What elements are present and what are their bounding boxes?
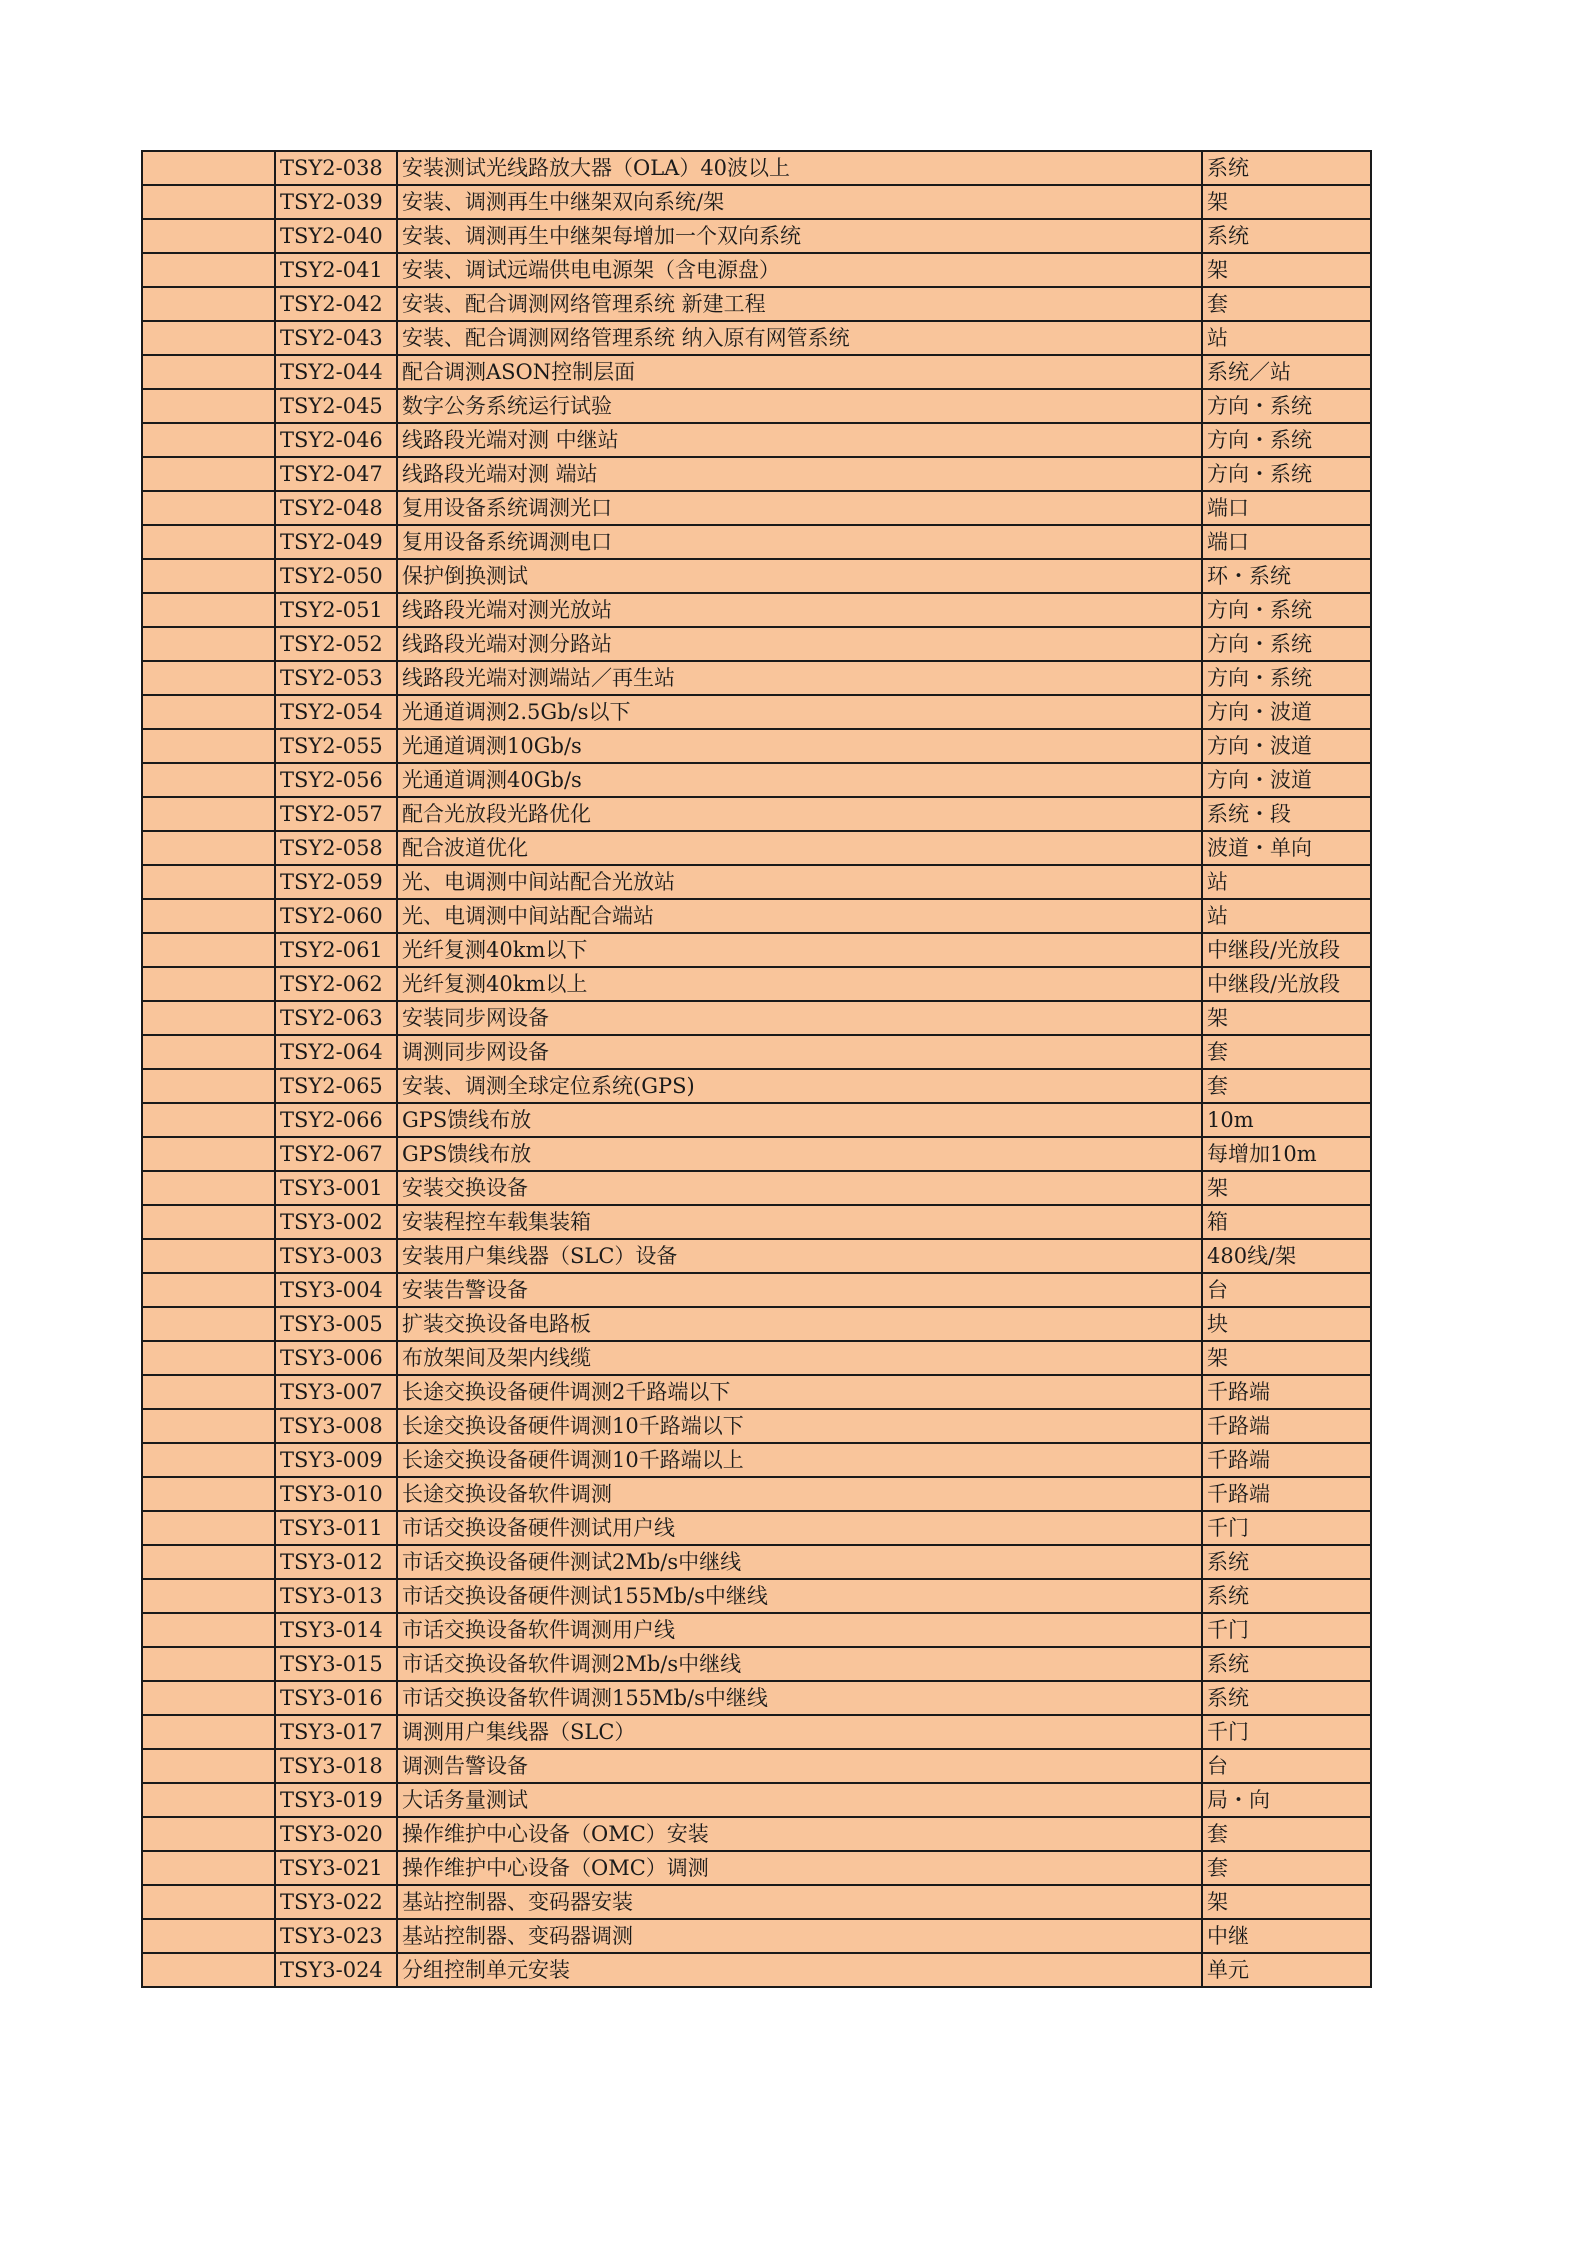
unit-cell: 局・向: [1202, 1783, 1371, 1817]
unit-cell: 480线/架: [1202, 1239, 1371, 1273]
item-name-cell: 长途交换设备软件调测: [397, 1477, 1202, 1511]
unit-cell: 方向・系统: [1202, 457, 1371, 491]
unit-cell: 系统: [1202, 1545, 1371, 1579]
table-row: [142, 491, 1371, 525]
item-name-cell: 安装、调测再生中继架双向系统/架: [397, 185, 1202, 219]
unit-cell: 套: [1202, 1035, 1371, 1069]
table-row: [142, 967, 1371, 1001]
table-row: [142, 627, 1371, 661]
unit-cell: 端口: [1202, 491, 1371, 525]
code-cell: TSY3-011: [275, 1511, 397, 1545]
table-row: [142, 1613, 1371, 1647]
blank-cell: [142, 899, 275, 933]
item-name-cell: 调测用户集线器（SLC）: [397, 1715, 1202, 1749]
blank-cell: [142, 1239, 275, 1273]
blank-cell: [142, 1171, 275, 1205]
table-row: [142, 1273, 1371, 1307]
code-cell: TSY3-001: [275, 1171, 397, 1205]
item-name-cell: 长途交换设备硬件调测10千路端以上: [397, 1443, 1202, 1477]
blank-cell: [142, 1307, 275, 1341]
code-cell: TSY3-016: [275, 1681, 397, 1715]
code-cell: TSY2-063: [275, 1001, 397, 1035]
blank-cell: [142, 1103, 275, 1137]
item-name-cell: 操作维护中心设备（OMC）调测: [397, 1851, 1202, 1885]
item-name-cell: 光、电调测中间站配合端站: [397, 899, 1202, 933]
unit-cell: 套: [1202, 287, 1371, 321]
table-row: [142, 899, 1371, 933]
blank-cell: [142, 763, 275, 797]
item-name-cell: 长途交换设备硬件调测2千路端以下: [397, 1375, 1202, 1409]
table-row: [142, 1885, 1371, 1919]
table-row: [142, 593, 1371, 627]
unit-cell: 套: [1202, 1069, 1371, 1103]
code-cell: TSY2-039: [275, 185, 397, 219]
table-row: [142, 661, 1371, 695]
code-cell: TSY2-048: [275, 491, 397, 525]
table-row: [142, 831, 1371, 865]
item-name-cell: 市话交换设备硬件测试2Mb/s中继线: [397, 1545, 1202, 1579]
table-row: [142, 253, 1371, 287]
table-row: [142, 1851, 1371, 1885]
code-cell: TSY3-013: [275, 1579, 397, 1613]
table-row: [142, 1069, 1371, 1103]
code-cell: TSY3-004: [275, 1273, 397, 1307]
item-name-cell: 安装、调测再生中继架每增加一个双向系统: [397, 219, 1202, 253]
code-cell: TSY2-044: [275, 355, 397, 389]
unit-cell: 单元: [1202, 1953, 1371, 1987]
code-cell: TSY2-064: [275, 1035, 397, 1069]
item-name-cell: 安装告警设备: [397, 1273, 1202, 1307]
unit-cell: 块: [1202, 1307, 1371, 1341]
code-cell: TSY3-012: [275, 1545, 397, 1579]
unit-cell: 套: [1202, 1851, 1371, 1885]
unit-cell: 系统: [1202, 151, 1371, 185]
unit-cell: 套: [1202, 1817, 1371, 1851]
unit-cell: 系统／站: [1202, 355, 1371, 389]
item-name-cell: 安装程控车载集装箱: [397, 1205, 1202, 1239]
table-row: [142, 1919, 1371, 1953]
blank-cell: [142, 423, 275, 457]
table-row: [142, 559, 1371, 593]
code-cell: TSY2-042: [275, 287, 397, 321]
code-cell: TSY3-023: [275, 1919, 397, 1953]
blank-cell: [142, 321, 275, 355]
blank-cell: [142, 253, 275, 287]
table-row: [142, 1035, 1371, 1069]
table-row: [142, 1545, 1371, 1579]
blank-cell: [142, 695, 275, 729]
table-row: [142, 797, 1371, 831]
blank-cell: [142, 1409, 275, 1443]
blank-cell: [142, 1069, 275, 1103]
item-name-cell: 安装同步网设备: [397, 1001, 1202, 1035]
unit-cell: 架: [1202, 1171, 1371, 1205]
blank-cell: [142, 1205, 275, 1239]
item-name-cell: 安装、配合调测网络管理系统 纳入原有网管系统: [397, 321, 1202, 355]
unit-cell: 千门: [1202, 1511, 1371, 1545]
unit-cell: 架: [1202, 1341, 1371, 1375]
code-cell: TSY3-020: [275, 1817, 397, 1851]
unit-cell: 系统: [1202, 1579, 1371, 1613]
table-row: [142, 1443, 1371, 1477]
blank-cell: [142, 1953, 275, 1987]
blank-cell: [142, 1443, 275, 1477]
table-row: [142, 1477, 1371, 1511]
table-row: [142, 865, 1371, 899]
unit-cell: 系统・段: [1202, 797, 1371, 831]
table-row: [142, 1137, 1371, 1171]
unit-cell: 中继: [1202, 1919, 1371, 1953]
item-name-cell: 基站控制器、变码器调测: [397, 1919, 1202, 1953]
unit-cell: 千路端: [1202, 1477, 1371, 1511]
item-name-cell: 操作维护中心设备（OMC）安装: [397, 1817, 1202, 1851]
blank-cell: [142, 1273, 275, 1307]
item-name-cell: 市话交换设备硬件测试用户线: [397, 1511, 1202, 1545]
item-name-cell: GPS馈线布放: [397, 1137, 1202, 1171]
unit-cell: 方向・波道: [1202, 763, 1371, 797]
blank-cell: [142, 831, 275, 865]
item-name-cell: 市话交换设备软件调测155Mb/s中继线: [397, 1681, 1202, 1715]
item-name-cell: 光纤复测40km以上: [397, 967, 1202, 1001]
table-row: [142, 355, 1371, 389]
code-cell: TSY3-015: [275, 1647, 397, 1681]
item-name-cell: 光、电调测中间站配合光放站: [397, 865, 1202, 899]
unit-cell: 方向・系统: [1202, 423, 1371, 457]
item-name-cell: 市话交换设备软件调测用户线: [397, 1613, 1202, 1647]
blank-cell: [142, 1817, 275, 1851]
code-cell: TSY3-021: [275, 1851, 397, 1885]
code-cell: TSY2-054: [275, 695, 397, 729]
code-cell: TSY2-040: [275, 219, 397, 253]
item-name-cell: 安装、调测全球定位系统(GPS): [397, 1069, 1202, 1103]
unit-cell: 10m: [1202, 1103, 1371, 1137]
table-row: [142, 1171, 1371, 1205]
table-row: [142, 933, 1371, 967]
item-name-cell: 线路段光端对测分路站: [397, 627, 1202, 661]
blank-cell: [142, 1783, 275, 1817]
blank-cell: [142, 1001, 275, 1035]
code-cell: TSY3-005: [275, 1307, 397, 1341]
code-cell: TSY2-052: [275, 627, 397, 661]
table-row: [142, 185, 1371, 219]
table-row: [142, 1783, 1371, 1817]
unit-cell: 方向・波道: [1202, 695, 1371, 729]
table-row: [142, 423, 1371, 457]
blank-cell: [142, 525, 275, 559]
item-name-cell: 线路段光端对测 端站: [397, 457, 1202, 491]
table-row: [142, 695, 1371, 729]
unit-cell: 站: [1202, 321, 1371, 355]
blank-cell: [142, 1477, 275, 1511]
blank-cell: [142, 185, 275, 219]
code-cell: TSY2-046: [275, 423, 397, 457]
table-row: [142, 151, 1371, 185]
unit-cell: 方向・系统: [1202, 389, 1371, 423]
unit-cell: 方向・波道: [1202, 729, 1371, 763]
blank-cell: [142, 1545, 275, 1579]
unit-cell: 方向・系统: [1202, 593, 1371, 627]
table-row: [142, 1681, 1371, 1715]
code-cell: TSY2-062: [275, 967, 397, 1001]
table-row: [142, 1817, 1371, 1851]
unit-cell: 千路端: [1202, 1409, 1371, 1443]
item-name-cell: 长途交换设备硬件调测10千路端以下: [397, 1409, 1202, 1443]
table-row: [142, 1511, 1371, 1545]
blank-cell: [142, 151, 275, 185]
code-cell: TSY3-024: [275, 1953, 397, 1987]
blank-cell: [142, 491, 275, 525]
item-name-cell: 线路段光端对测光放站: [397, 593, 1202, 627]
code-cell: TSY3-007: [275, 1375, 397, 1409]
item-name-cell: 扩装交换设备电路板: [397, 1307, 1202, 1341]
item-name-cell: 安装测试光线路放大器（OLA）40波以上: [397, 151, 1202, 185]
blank-cell: [142, 797, 275, 831]
code-cell: TSY2-045: [275, 389, 397, 423]
unit-cell: 架: [1202, 185, 1371, 219]
unit-cell: 千路端: [1202, 1375, 1371, 1409]
code-cell: TSY2-061: [275, 933, 397, 967]
table-row: [142, 763, 1371, 797]
code-cell: TSY2-066: [275, 1103, 397, 1137]
table-row: [142, 1001, 1371, 1035]
code-cell: TSY2-049: [275, 525, 397, 559]
item-name-cell: 光纤复测40km以下: [397, 933, 1202, 967]
unit-cell: 端口: [1202, 525, 1371, 559]
blank-cell: [142, 1647, 275, 1681]
code-cell: TSY3-003: [275, 1239, 397, 1273]
item-name-cell: 配合光放段光路优化: [397, 797, 1202, 831]
blank-cell: [142, 1885, 275, 1919]
table-row: [142, 729, 1371, 763]
table-row: [142, 1647, 1371, 1681]
blank-cell: [142, 287, 275, 321]
unit-cell: 架: [1202, 253, 1371, 287]
item-name-cell: 保护倒换测试: [397, 559, 1202, 593]
table-row: [142, 1205, 1371, 1239]
table-row: [142, 1307, 1371, 1341]
item-name-cell: 安装、调试远端供电电源架（含电源盘）: [397, 253, 1202, 287]
blank-cell: [142, 1919, 275, 1953]
unit-cell: 方向・系统: [1202, 661, 1371, 695]
blank-cell: [142, 933, 275, 967]
table-row: [142, 287, 1371, 321]
unit-cell: 站: [1202, 899, 1371, 933]
item-name-cell: 光通道调测10Gb/s: [397, 729, 1202, 763]
blank-cell: [142, 457, 275, 491]
unit-cell: 方向・系统: [1202, 627, 1371, 661]
blank-cell: [142, 559, 275, 593]
code-cell: TSY3-006: [275, 1341, 397, 1375]
blank-cell: [142, 1579, 275, 1613]
blank-cell: [142, 389, 275, 423]
code-cell: TSY3-017: [275, 1715, 397, 1749]
blank-cell: [142, 967, 275, 1001]
table-row: [142, 1103, 1371, 1137]
blank-cell: [142, 1681, 275, 1715]
item-name-cell: 安装、配合调测网络管理系统 新建工程: [397, 287, 1202, 321]
item-name-cell: 调测告警设备: [397, 1749, 1202, 1783]
blank-cell: [142, 1613, 275, 1647]
item-name-cell: 数字公务系统运行试验: [397, 389, 1202, 423]
item-name-cell: 大话务量测试: [397, 1783, 1202, 1817]
unit-cell: 中继段/光放段: [1202, 967, 1371, 1001]
unit-cell: 系统: [1202, 1681, 1371, 1715]
item-name-cell: 光通道调测2.5Gb/s以下: [397, 695, 1202, 729]
blank-cell: [142, 355, 275, 389]
code-cell: TSY2-043: [275, 321, 397, 355]
blank-cell: [142, 1715, 275, 1749]
unit-cell: 架: [1202, 1001, 1371, 1035]
unit-cell: 台: [1202, 1749, 1371, 1783]
code-cell: TSY2-057: [275, 797, 397, 831]
code-cell: TSY3-019: [275, 1783, 397, 1817]
code-cell: TSY2-056: [275, 763, 397, 797]
table-row: [142, 1409, 1371, 1443]
code-cell: TSY3-022: [275, 1885, 397, 1919]
blank-cell: [142, 1511, 275, 1545]
item-name-cell: 复用设备系统调测光口: [397, 491, 1202, 525]
code-cell: TSY2-058: [275, 831, 397, 865]
item-name-cell: 市话交换设备硬件测试155Mb/s中继线: [397, 1579, 1202, 1613]
code-cell: TSY2-051: [275, 593, 397, 627]
code-cell: TSY2-053: [275, 661, 397, 695]
code-cell: TSY3-018: [275, 1749, 397, 1783]
item-name-cell: 配合波道优化: [397, 831, 1202, 865]
unit-cell: 波道・单向: [1202, 831, 1371, 865]
code-cell: TSY3-009: [275, 1443, 397, 1477]
unit-cell: 千门: [1202, 1613, 1371, 1647]
table-row: [142, 321, 1371, 355]
item-name-cell: 调测同步网设备: [397, 1035, 1202, 1069]
unit-cell: 每增加10m: [1202, 1137, 1371, 1171]
code-cell: TSY2-038: [275, 151, 397, 185]
code-cell: TSY2-060: [275, 899, 397, 933]
code-cell: TSY3-008: [275, 1409, 397, 1443]
blank-cell: [142, 627, 275, 661]
item-name-cell: 光通道调测40Gb/s: [397, 763, 1202, 797]
unit-cell: 系统: [1202, 219, 1371, 253]
code-cell: TSY2-059: [275, 865, 397, 899]
item-name-cell: 安装交换设备: [397, 1171, 1202, 1205]
blank-cell: [142, 1137, 275, 1171]
item-name-cell: 基站控制器、变码器安装: [397, 1885, 1202, 1919]
table-body: [142, 151, 1371, 1987]
table-row: [142, 1239, 1371, 1273]
blank-cell: [142, 1035, 275, 1069]
table-row: [142, 1375, 1371, 1409]
unit-cell: 系统: [1202, 1647, 1371, 1681]
table-row: [142, 525, 1371, 559]
unit-cell: 架: [1202, 1885, 1371, 1919]
table-row: [142, 1715, 1371, 1749]
table-row: [142, 219, 1371, 253]
table-row: [142, 389, 1371, 423]
code-cell: TSY3-014: [275, 1613, 397, 1647]
code-cell: TSY2-050: [275, 559, 397, 593]
code-cell: TSY2-041: [275, 253, 397, 287]
blank-cell: [142, 1749, 275, 1783]
code-cell: TSY2-047: [275, 457, 397, 491]
unit-cell: 千门: [1202, 1715, 1371, 1749]
table-row: [142, 1953, 1371, 1987]
blank-cell: [142, 729, 275, 763]
unit-cell: 环・系统: [1202, 559, 1371, 593]
code-cell: TSY2-067: [275, 1137, 397, 1171]
code-cell: TSY3-010: [275, 1477, 397, 1511]
table-row: [142, 1341, 1371, 1375]
quota-table: [141, 150, 1372, 1988]
code-cell: TSY3-002: [275, 1205, 397, 1239]
item-name-cell: 市话交换设备软件调测2Mb/s中继线: [397, 1647, 1202, 1681]
item-name-cell: 复用设备系统调测电口: [397, 525, 1202, 559]
blank-cell: [142, 661, 275, 695]
code-cell: TSY2-055: [275, 729, 397, 763]
table-row: [142, 1749, 1371, 1783]
unit-cell: 中继段/光放段: [1202, 933, 1371, 967]
blank-cell: [142, 593, 275, 627]
item-name-cell: 分组控制单元安装: [397, 1953, 1202, 1987]
item-name-cell: 配合调测ASON控制层面: [397, 355, 1202, 389]
blank-cell: [142, 1851, 275, 1885]
unit-cell: 站: [1202, 865, 1371, 899]
item-name-cell: 线路段光端对测端站／再生站: [397, 661, 1202, 695]
blank-cell: [142, 1341, 275, 1375]
table-row: [142, 457, 1371, 491]
blank-cell: [142, 1375, 275, 1409]
blank-cell: [142, 219, 275, 253]
code-cell: TSY2-065: [275, 1069, 397, 1103]
item-name-cell: 布放架间及架内线缆: [397, 1341, 1202, 1375]
table-row: [142, 1579, 1371, 1613]
item-name-cell: 安装用户集线器（SLC）设备: [397, 1239, 1202, 1273]
item-name-cell: 线路段光端对测 中继站: [397, 423, 1202, 457]
unit-cell: 箱: [1202, 1205, 1371, 1239]
item-name-cell: GPS馈线布放: [397, 1103, 1202, 1137]
unit-cell: 台: [1202, 1273, 1371, 1307]
unit-cell: 千路端: [1202, 1443, 1371, 1477]
blank-cell: [142, 865, 275, 899]
